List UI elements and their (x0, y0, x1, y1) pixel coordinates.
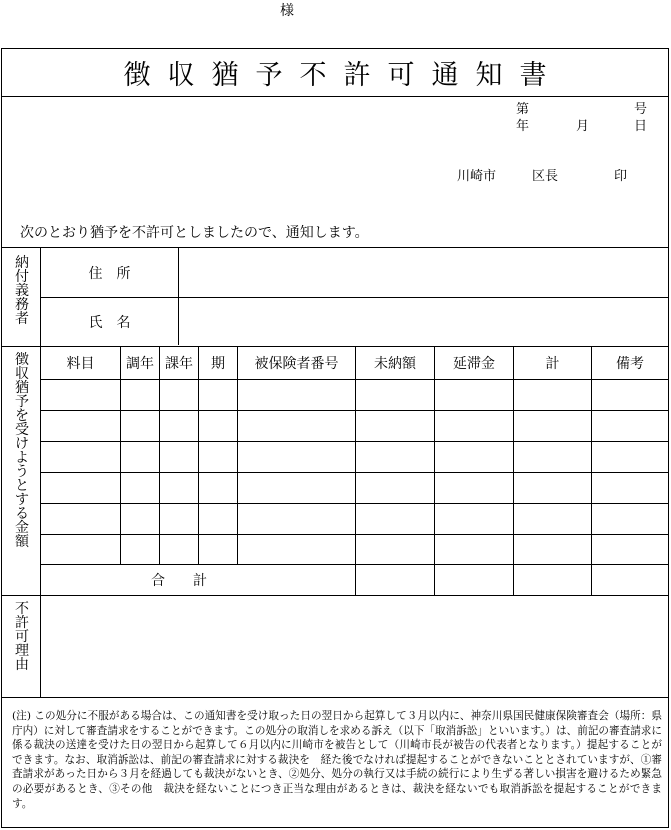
label-char: 徴 (15, 352, 29, 368)
title-char: 可 (387, 60, 415, 91)
title-char: 不 (299, 60, 327, 91)
table-row-line (40, 410, 668, 411)
label-char: 許 (15, 615, 29, 631)
title-char: 収 (167, 60, 195, 91)
issuer-city: 川崎市 (457, 169, 497, 184)
label-char: 金 (15, 520, 29, 536)
label-char: る (15, 506, 29, 522)
label-char: 理 (15, 643, 29, 659)
date-year: 年 (516, 119, 530, 134)
header-period: 期 (211, 356, 225, 372)
title-char: 許 (343, 60, 371, 91)
seal-mark: 印 (614, 169, 628, 184)
table-row-line (40, 503, 668, 504)
title-char: 猶 (211, 60, 239, 91)
notice-form (1, 48, 669, 828)
label-char: け (15, 436, 29, 452)
table-row-line (40, 472, 668, 473)
table-column-line (434, 346, 435, 595)
table-column-line (355, 346, 356, 595)
date-day: 日 (634, 119, 648, 134)
divider (2, 595, 668, 596)
label-char: 付 (15, 269, 29, 285)
address-label: 住 所 (88, 265, 131, 282)
label-char: 可 (15, 629, 29, 645)
amount-section-label (10, 353, 34, 549)
title-char: 書 (519, 60, 547, 91)
label-char: 由 (15, 657, 29, 673)
title-char: 知 (475, 60, 503, 91)
date-month: 月 (576, 119, 590, 134)
label-char: よ (15, 450, 29, 466)
header-assessment-year: 調年 (126, 356, 154, 372)
doc-number-suffix: 号 (634, 102, 648, 117)
issuer-ward-head: 区長 (532, 169, 559, 184)
table-row-line (40, 379, 668, 380)
label-char: 額 (15, 534, 29, 550)
header-tax-year: 課年 (165, 356, 193, 372)
label-char: す (15, 492, 29, 508)
label-char: 受 (15, 422, 29, 438)
label-char: を (15, 408, 29, 424)
label-char: 予 (15, 394, 29, 410)
label-char: 不 (15, 601, 29, 617)
divider (2, 247, 668, 248)
header-item: 料目 (66, 356, 95, 372)
form-title (2, 49, 668, 97)
appeal-notice: (注) この処分に不服がある場合は、この通知書を受け取った日の翌日から起算して３月以内に、神奈川県国民健康保険審査会（場所：県庁内）に対して審査請求をすることができます。この処分の取消しを求める訴え（以下「取消訴訟」といいます。）は、前記の審査請求に係る裁決の送達を受けた日の翌日から起算して６月以内に川崎市を被告として（川崎市長が被告の代表者となります。）提起することができます。なお、取消訴訟は、前記の審査請求に対する裁決を 経た後でなければ提起することができないこととされていますが、①審査請求があった日から３月を経過しても裁決がないとき、②処分、処分の執行又は手続の続行により生ずる著しい損害を避けるため緊急の必要があるとき、③その他 裁決を経ないことにつき正当な理由があるときは、裁決を経ないでも取消訴訟を提起することができます。 (12, 710, 662, 810)
label-char: う (15, 464, 29, 480)
name-label: 氏 名 (88, 314, 131, 331)
total-row-label: 合 計 (151, 573, 207, 589)
table-row-line (40, 534, 668, 535)
label-char: と (15, 478, 29, 494)
label-char: 猶 (15, 380, 29, 396)
doc-number-prefix: 第 (516, 102, 530, 117)
title-char: 予 (255, 60, 283, 91)
table-column-line (513, 346, 514, 595)
intro-text: 次のとおり猶予を不許可としましたので、通知します。 (20, 225, 369, 241)
header-insured-number: 被保険者番号 (254, 356, 339, 372)
header-unpaid-amount: 未納額 (374, 356, 416, 372)
table-column-line (591, 346, 592, 595)
label-char: 務 (15, 297, 29, 313)
reason-label (10, 602, 34, 672)
divider (178, 247, 179, 345)
title-char: 徴 (123, 60, 151, 91)
header-late-fee: 延滞金 (453, 356, 495, 372)
title-char: 通 (431, 60, 459, 91)
header-total: 計 (545, 356, 560, 372)
reason-field (42, 597, 666, 695)
header-remarks: 備考 (616, 356, 644, 372)
label-char: 者 (15, 311, 29, 327)
recipient-honorific: 様 (280, 3, 294, 19)
table-row-line (40, 441, 668, 442)
label-char: 納 (15, 255, 29, 271)
taxpayer-label (10, 256, 34, 326)
name-field (180, 298, 666, 345)
divider (2, 697, 668, 698)
label-char: 義 (15, 283, 29, 299)
address-field (180, 249, 666, 296)
label-char: 収 (15, 366, 29, 382)
